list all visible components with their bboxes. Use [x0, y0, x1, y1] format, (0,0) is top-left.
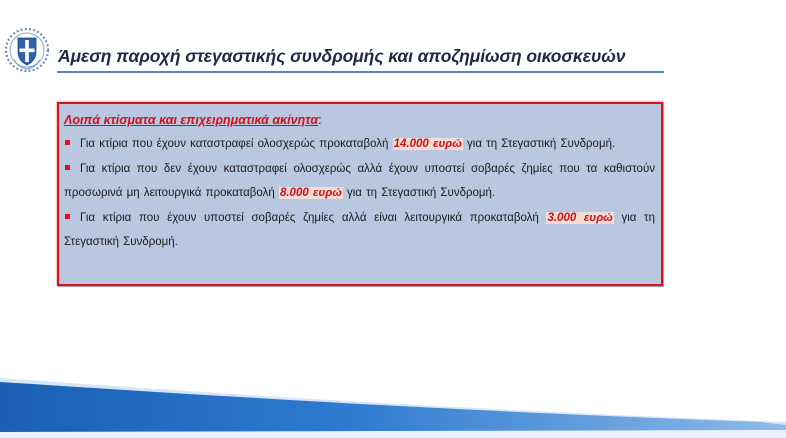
slide-title: Άμεση παροχή στεγαστικής συνδρομής και αποζημίωση οικοσκευών	[58, 46, 626, 66]
amount-highlight: 8.000 ευρώ	[279, 187, 342, 199]
square-bullet-icon	[65, 214, 70, 219]
info-box	[57, 102, 663, 286]
amount-highlight: 14.000 ευρώ	[393, 138, 462, 150]
box-heading	[64, 111, 655, 129]
bullet-item-1	[64, 132, 655, 157]
square-bullet-icon	[65, 140, 70, 145]
bullet-text-before: Για κτίρια που έχουν καταστραφεί ολοσχερώς προκαταβολή	[80, 138, 393, 150]
bullet-text-after: για τη Στεγαστική Συνδρομή.	[462, 138, 616, 150]
amount-highlight: 3.000 ευρώ	[547, 211, 613, 224]
bullet-item-2	[64, 157, 655, 206]
footer-wave	[0, 370, 786, 438]
bullet-text-before: Για κτίρια που έχουν υποστεί σοβαρές ζημίες αλλά είναι λειτουργικά προκαταβολή	[80, 211, 547, 224]
square-bullet-icon	[65, 165, 70, 170]
bullet-text-before: Για κτίρια που δεν έχουν καταστραφεί ολοσχερώς αλλά έχουν υποστεί σοβαρές ζημίες που τα καθιστούν προσωρινά μη λειτουργικά προκαταβολή	[64, 162, 655, 199]
bullet-item-3	[64, 206, 655, 255]
bullet-text-after: για τη Στεγαστική Συνδρομή.	[64, 211, 655, 248]
greek-coat-of-arms-icon	[4, 26, 50, 74]
box-heading-text: Λοιπά κτίσματα και επιχειρηματικά ακίνητα	[64, 113, 319, 127]
title-underline	[57, 71, 664, 73]
bullet-text-after: για τη Στεγαστική Συνδρομή.	[342, 187, 496, 199]
box-heading-colon: :	[318, 113, 322, 127]
